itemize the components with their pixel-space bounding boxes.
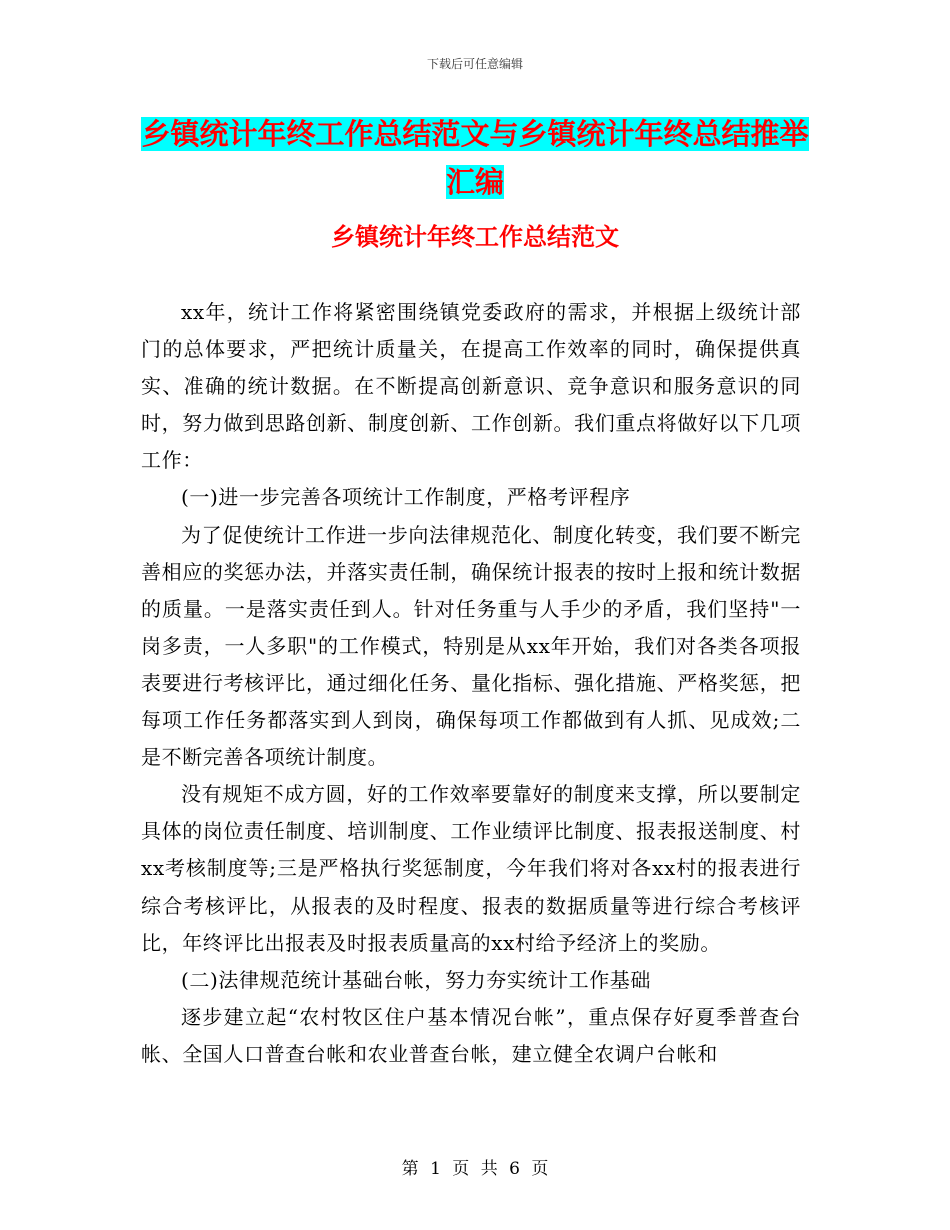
paragraph-heading: (二)法律规范统计基础台帐，努力夯实统计工作基础 [181, 967, 652, 992]
section-title: 乡镇统计年终工作总结范文 [331, 223, 619, 251]
paragraph-heading: (一)进一步完善各项统计工作制度，严格考评程序 [181, 485, 631, 510]
document-title [140, 110, 810, 206]
document-title-line-1: 乡镇统计年终工作总结范文与乡镇统计年终总结推举 [141, 117, 809, 151]
document-body [141, 294, 801, 1073]
document-title-line-2: 汇编 [445, 165, 504, 199]
paragraph: xx年，统计工作将紧密围绕镇党委政府的需求，并根据上级统计部门的总体要求，严把统计质量关，在提高工作效率的同时，确保提供真实、准确的统计数据。在不断提高创新意识、竞争意识和服务意识的同时，努力做到思路创新、制度创新、工作创新。我们重点将做好以下几项工作： [141, 300, 801, 473]
page-number-footer: 第 1 页 共 6 页 [401, 1159, 549, 1179]
paragraph: 为了促使统计工作进一步向法律规范化、制度化转变，我们要不断完善相应的奖惩办法，并落实责任制，确保统计报表的按时上报和统计数据的质量。一是落实责任到人。针对任务重与人手少的矛盾，我们坚持"一岗多责，一人多职"的工作模式，特别是从xx年开始，我们对各类各项报表要进行考核评比，通过细化任务、量化指标、强化措施、严格奖惩，把每项工作任务都落实到人到岗，确保每项工作都做到有人抓、见成效;二是不断完善各项统计制度。 [141, 522, 801, 770]
paragraph: 没有规矩不成方圆，好的工作效率要靠好的制度来支撑，所以要制定具体的岗位责任制度、培训制度、工作业绩评比制度、报表报送制度、村xx考核制度等;三是严格执行奖惩制度，今年我们将对各xx村的报表进行综合考核评比，从报表的及时程度、报表的数据质量等进行综合考核评比，年终评比出报表及时报表质量高的xx村给予经济上的奖励。 [141, 782, 801, 955]
paragraph: 逐步建立起“农村牧区住户基本情况台帐”，重点保存好夏季普查台帐、全国人口普查台帐和农业普查台帐，建立健全农调户台帐和 [141, 1004, 801, 1066]
header-note: 下载后可任意编辑 [426, 57, 523, 71]
